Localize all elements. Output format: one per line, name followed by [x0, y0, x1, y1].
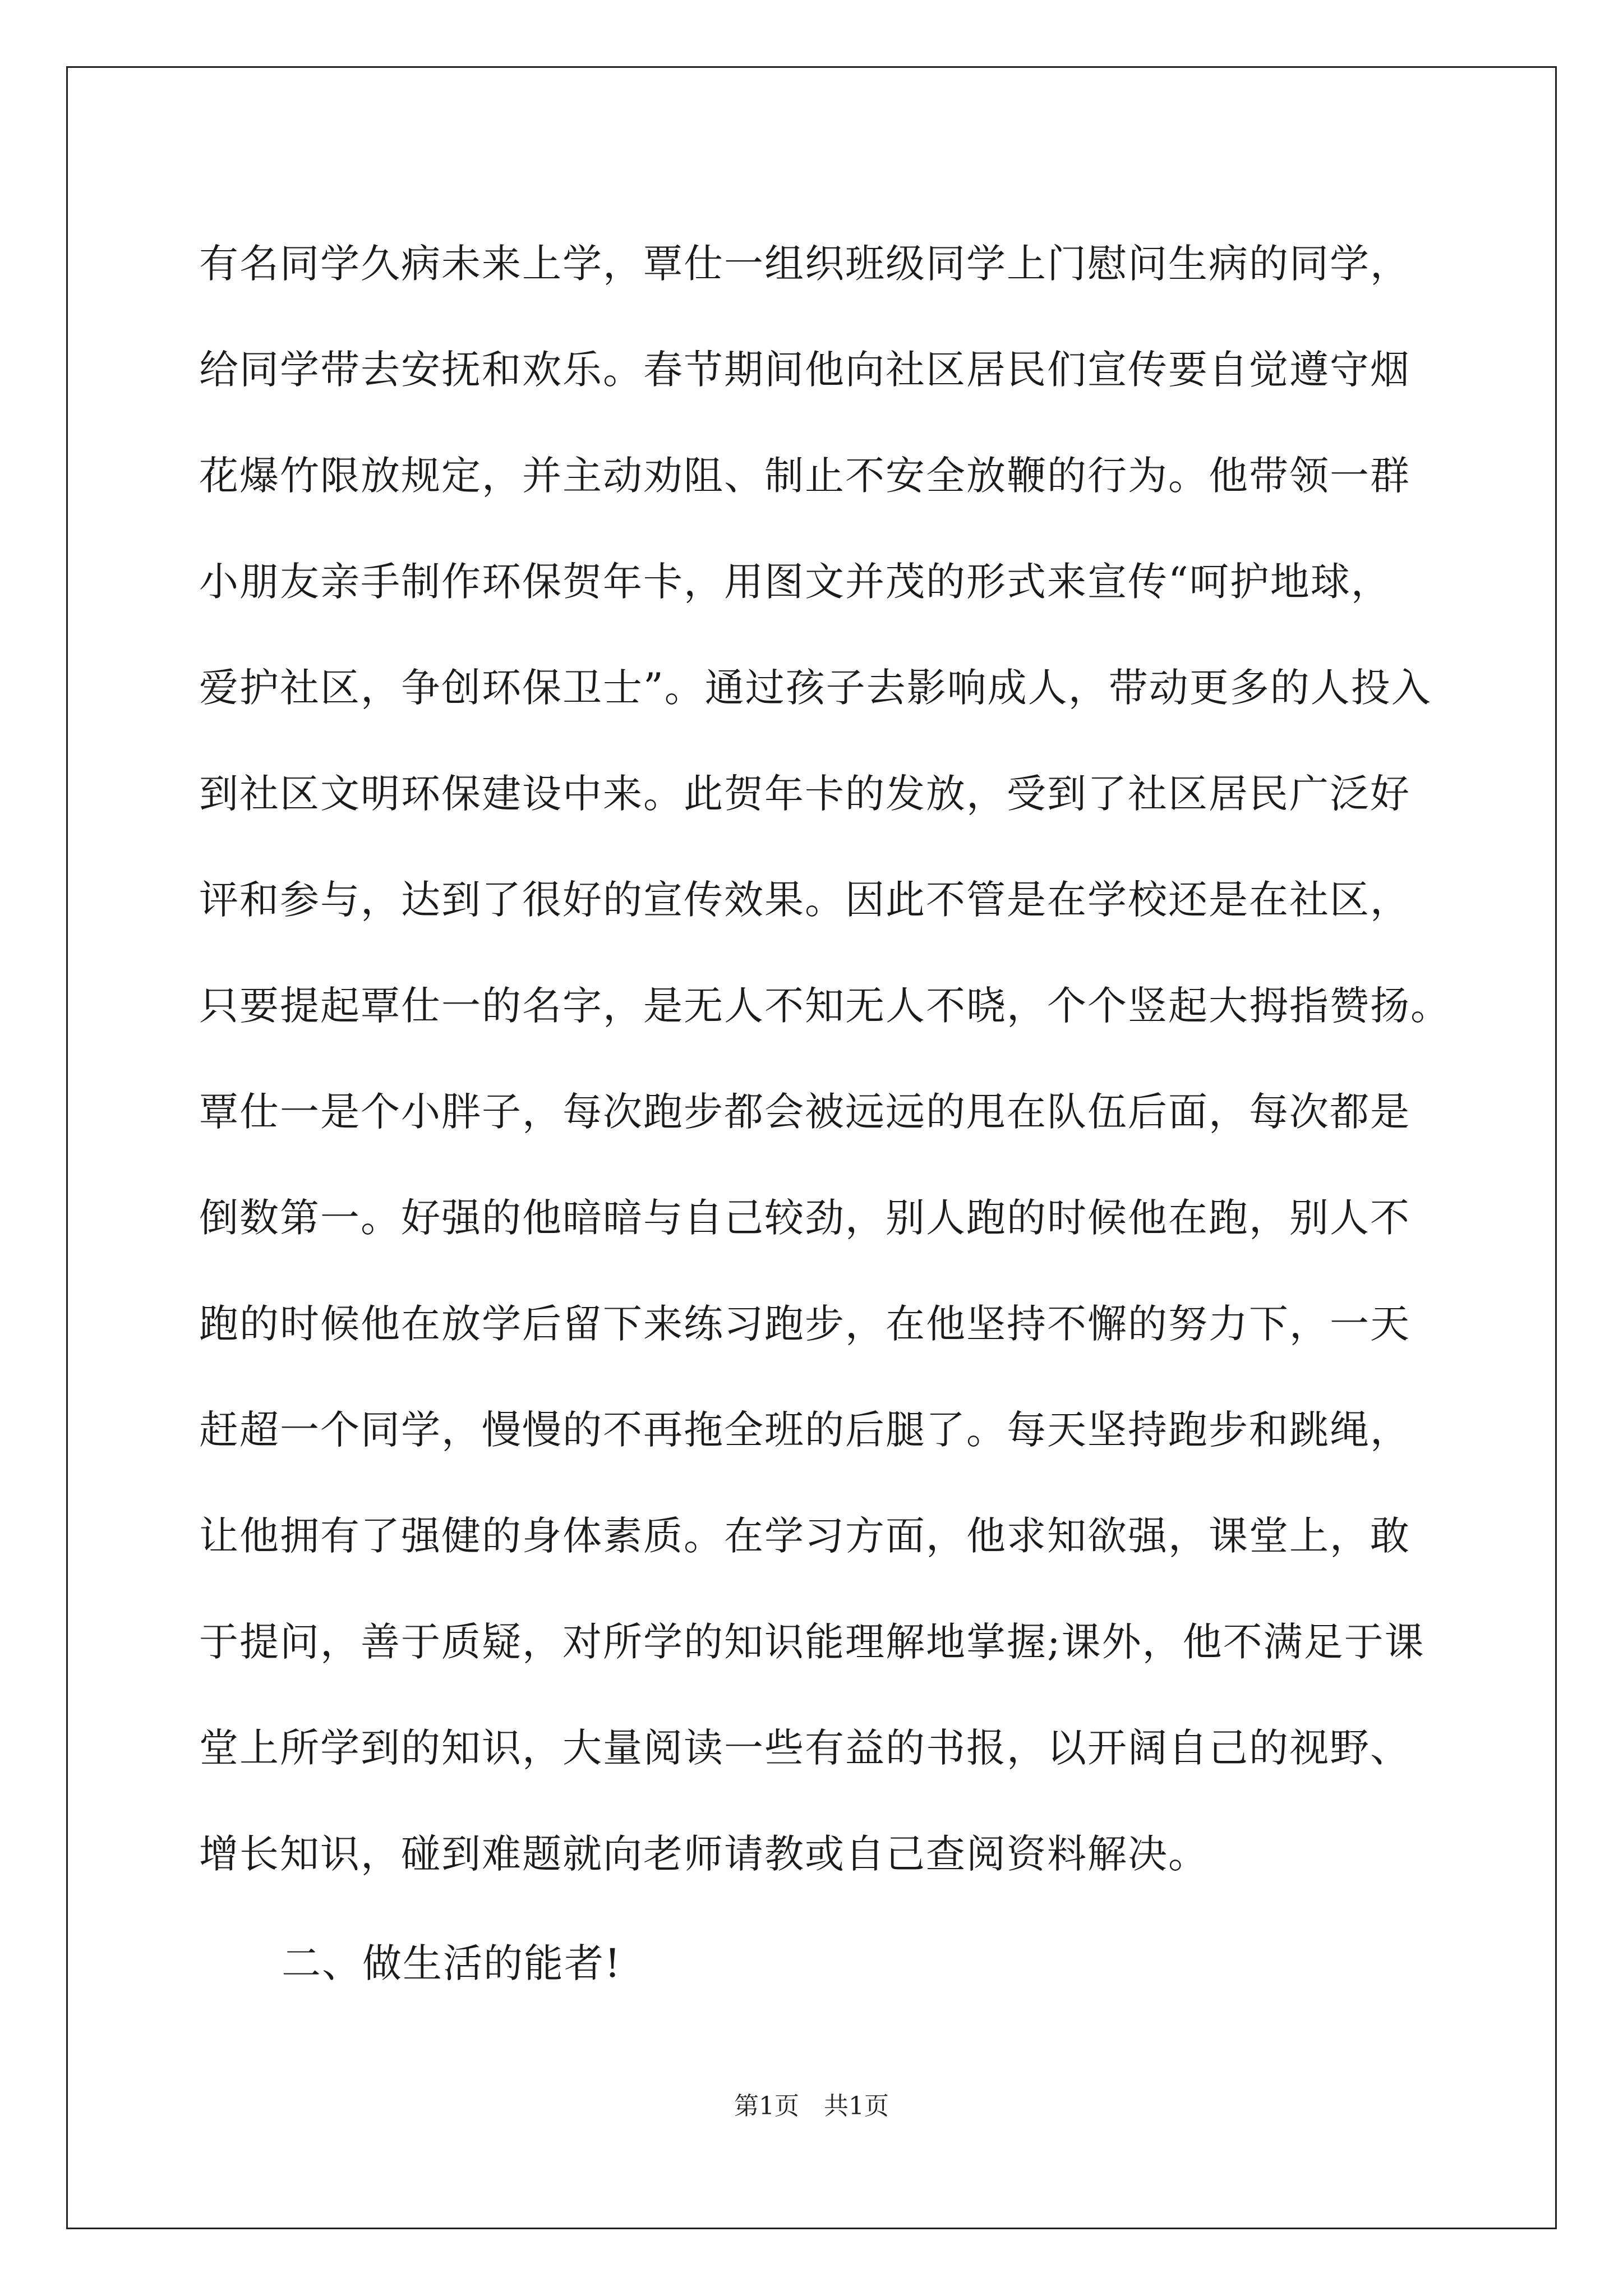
text-line: 评和参与，达到了很好的宣传效果。因此不管是在学校还是在社区， — [199, 877, 1410, 923]
text-line: 跑的时候他在放学后留下来练习跑步，在他坚持不懈的努力下，一天 — [199, 1301, 1410, 1347]
text-line: 于提问，善于质疑，对所学的知识能理解地掌握;课外，他不满足于课 — [199, 1619, 1425, 1665]
text-line: 堂上所学到的知识，大量阅读一些有益的书报，以开阔自己的视野、 — [199, 1725, 1410, 1771]
text-line: 小朋友亲手制作环保贺年卡，用图文并茂的形式来宣传“呵护地球， — [199, 559, 1391, 605]
text-line: 爱护社区，争创环保卫士”。通过孩子去影响成人，带动更多的人投入 — [199, 665, 1432, 711]
text-line: 让他拥有了强健的身体素质。在学习方面，他求知欲强，课堂上，敢 — [199, 1513, 1410, 1559]
text-line: 赶超一个同学，慢慢的不再拖全班的后腿了。每天坚持跑步和跳绳， — [199, 1407, 1410, 1453]
text-line: 只要提起覃仕一的名字，是无人不知无人不晓，个个竖起大拇指赞扬。 — [199, 983, 1451, 1029]
text-line: 到社区文明环保建设中来。此贺年卡的发放，受到了社区居民广泛好 — [199, 771, 1410, 817]
text-line: 增长知识，碰到难题就向老师请教或自己查阅资料解决。 — [199, 1831, 1209, 1877]
text-line: 有名同学久病未来上学，覃仕一组织班级同学上门慰问生病的同学， — [199, 241, 1410, 287]
page-number-footer: 第1页 共1页 — [734, 2092, 889, 2120]
body-paragraph — [199, 211, 1455, 1907]
text-line: 倒数第一。好强的他暗暗与自己较劲，别人跑的时候他在跑，别人不 — [199, 1195, 1410, 1241]
text-line: 覃仕一是个小胖子，每次跑步都会被远远的甩在队伍后面，每次都是 — [199, 1089, 1410, 1135]
text-line: 给同学带去安抚和欢乐。春节期间他向社区居民们宣传要自觉遵守烟 — [199, 347, 1410, 393]
text-line: 花爆竹限放规定，并主动劝阻、制止不安全放鞭的行为。他带领一群 — [199, 453, 1410, 499]
section-heading: 二、做生活的能者! — [282, 1940, 622, 1986]
